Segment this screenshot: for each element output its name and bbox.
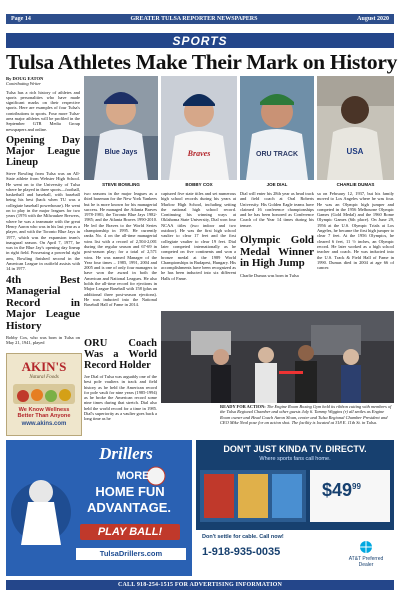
advertising-footer: CALL 918-254-1515 FOR ADVERTISING INFORMATION xyxy=(6,580,394,590)
att-globe-icon xyxy=(359,540,373,554)
ad-drillers[interactable] xyxy=(6,440,192,576)
caption-cox: BOBBY COX xyxy=(185,182,213,187)
dial-oru-text: Dial will enter his 28th year as head track and field coach at Oral Roberts University. His Golden Eagle teams have claimed 16 conference championships and he has been honored as Conference Coach of the Year 14 times during his tenure. xyxy=(240,191,314,228)
ready-text: The Engine Room Boxing Gym held its ribbon cutting with members of the Tulsa Regional Chamber and other guests July 6. Tammy Wiggins (r) all smiles as Engine Room owner and Head Coach Aaron Sloan, center and Tulsa Regional Chamber President and CEO Mike Neal pose for an action shot. The facility is located at 318 E. 11th St. in Tulsa. xyxy=(220,404,392,425)
column-5 xyxy=(317,191,394,309)
byline-role: Contributing Writer xyxy=(6,81,42,87)
photo-bobby-cox xyxy=(161,76,237,180)
cox-text: two seasons in the major leagues as a third baseman for the New York Yankees but he is more known for his managerial success. He managed the Atlanta Braves 1978-1981; the Toronto Blue Jays 1982-1985; and the Atlanta Braves 1990-2010. He led the Braves to the World Series championship in 1995. He currently ranks No. 4 on the all-time managerial wins list with a record of 2,504-2,001 during the regular season and 67-69 in post-season play; for a total of 2,571 wins. He was named Manager of the Year four times – 1985, 1991, 2004 and 2005 and is one of only four managers to have won the award in both the American and National Leagues. He also holds the all-time record for ejections in Major League Baseball with 158 (plus an additional three post-season ejections). He was inducted into the National Baseball Hall of Fame in 2014. xyxy=(84,191,157,308)
dial-text: Joe Dial of Tulsa was arguably one of the best pole vaulters in track and field history as he held the American record for pole vault for nine years (1985-1994) as he broke the American record some nine times during that stretch. Dial also held the world record for a time in 1985. Dial's superiority as a vaulter goes back a long time as he xyxy=(84,374,157,422)
column-3 xyxy=(161,191,236,309)
att-dealer-badge xyxy=(346,540,386,568)
dumas-text: sa on February 12, 1937, but his family moved to Los Angeles where he was four. He was an Olympic high jumper and competed in the 1956 Melbourne Olympic Games (Gold Medal) and the 1960 Rome Olympic Games (6th place). On June 29, 1956 at the U.S. Olympic Trials at Los Angeles, he became the first high jumper to clear 7 feet. At the 1956 Olympics, he cleared 6 feet, 11 ½ inches, an Olympic record. He later worked as a high school teacher and coach. He was inducted into the U.S. Track & Field Hall of Fame in 1990. Dumas died in 2004 at age 66 of cancer. xyxy=(317,191,394,271)
page-header xyxy=(6,14,394,24)
svg-text:Braves: Braves xyxy=(187,149,211,158)
caption-dial: JOE DIAL xyxy=(266,182,288,187)
subhead-opening-day: Opening Day Major League Lineup xyxy=(6,134,80,168)
directv-phone[interactable]: 1-918-935-0035 xyxy=(202,546,281,558)
dial-photo-icon xyxy=(240,76,314,180)
cox-intro-text: Bobby Cox, who was born in Tulsa on May 21, 1941, played xyxy=(6,335,80,346)
price-cents: 99 xyxy=(352,482,361,491)
byline: By DOUG EATON xyxy=(6,76,44,81)
ad-directv[interactable] xyxy=(196,440,394,576)
directv-headline: DON'T JUST KINDA TV. DIRECTV. xyxy=(223,444,367,454)
akins-line2: Better Than Anyone xyxy=(17,413,71,419)
photo-steve-bowling xyxy=(84,76,158,180)
bowling-photo-icon xyxy=(84,76,158,180)
paper-name: GREATER TULSA REPORTER NEWSPAPERS xyxy=(130,16,258,22)
cox-photo-icon xyxy=(161,76,237,180)
drillers-line1: MORE xyxy=(116,470,150,482)
headline: Tulsa Athletes Make Their Mark on History xyxy=(6,50,398,74)
akins-produce-image xyxy=(13,384,75,404)
svg-text:Blue Jays: Blue Jays xyxy=(104,149,138,156)
akins-brand: AKIN'S xyxy=(21,359,67,374)
att-dealer-label: AT&T Preferred Dealer xyxy=(348,556,384,568)
directv-price xyxy=(322,480,361,501)
akins-line1: We Know Wellness xyxy=(18,407,70,413)
directv-sub: Where sports fans call home. xyxy=(259,456,331,462)
photo-joe-dial xyxy=(240,76,314,180)
boxing-gym-photo-icon xyxy=(161,311,394,403)
drillers-line3: ADVANTAGE. xyxy=(86,500,172,515)
svg-text:ORU TRACK: ORU TRACK xyxy=(256,151,298,158)
dumas-photo-icon xyxy=(317,76,394,180)
caption-bowling: STEVE BOWLING xyxy=(102,182,140,187)
price-dollars: $49 xyxy=(322,480,353,500)
akins-tag: Natural Foods xyxy=(29,375,59,380)
caption-dumas: CHARLIE DUMAS xyxy=(336,182,375,187)
section-banner xyxy=(6,33,394,48)
issue-date: August 2020 xyxy=(357,16,389,22)
subhead-managerial: 4th Best Managerial Record in Major League History xyxy=(6,273,80,332)
subhead-olympic: Olympic Gold Medal Winner in High Jump xyxy=(240,234,314,270)
column-1 xyxy=(6,76,80,346)
drillers-line2: HOME FUN xyxy=(95,484,165,499)
bowling-text: Steve Bowling from Tulsa was an All-State athlete from Webster High School. He went on to the University of Tulsa where he played in three sports—football, basketball and baseball, with baseball being his best (back when TU was a collegiate baseball powerhouse). He went on to play in the major leagues for two years (1976 with the Milwaukee Brewers, where he was a teammate with the great Henry Aaron who was in his last year as a player, and with the Toronto Blue Jays in 1977, which was the expansion team's inaugural season. On April 7, 1977, he was in the Blue Jay's opening day lineup in right field. Possessing a powerful right arm, Bowling finished second in the American League in outfield assists with 14 in 1977. xyxy=(6,170,80,272)
akins-url[interactable]: www.akins.com xyxy=(21,421,67,427)
dial-continued-text: captured five state titles and set numerous high school records during his years at Marlow High School, including setting the national high school record. Continuing his winning ways at Oklahoma State University, Dial won four NCAA titles (two indoor and two outdoor). He was the first high school vaulter to clear 17 feet and the first collegiate vaulter to clear 19 feet. Dial later competed internationally as he competed on five continents and won a bronze medal at the 1989 World Championships in Budapest, Hungary. His accomplishments have been recognized as he has been inducted into six different Halls of Fame. xyxy=(161,191,236,281)
directv-footer xyxy=(196,530,394,576)
photo-charlie-dumas xyxy=(317,76,394,180)
intro-text: Tulsa has a rich history of athletes and sports personalities who have made significant marks on their respective sports. Here are examples of four Tulsa's contributions to sports. Four more Tulsa-area major athletes will be profiled in the September GTR Media Group newspapers and online. xyxy=(6,89,80,132)
subhead-oru-coach: ORU Coach Was a World Record Holder xyxy=(84,338,157,371)
directv-collage-icon xyxy=(196,466,394,526)
photo-caption-ready xyxy=(220,404,394,425)
directv-cta: Don't settle for cable. Call now! xyxy=(202,534,284,540)
photo-boxing-gym xyxy=(161,311,394,403)
dumas-intro-text: Charlie Dumas was born in Tulsa xyxy=(240,272,299,278)
column-4 xyxy=(240,191,314,309)
column-2 xyxy=(84,191,157,351)
produce-icon xyxy=(13,384,75,404)
play-ball-button[interactable]: PLAY BALL! xyxy=(80,524,180,540)
section-label: SPORTS xyxy=(172,33,228,48)
svg-text:USA: USA xyxy=(346,147,364,156)
drillers-url[interactable]: TulsaDrillers.com xyxy=(76,548,186,560)
drillers-brand: Drillers xyxy=(99,444,153,463)
page-number: Page 14 xyxy=(11,16,31,22)
ready-label: READY FOR ACTION: xyxy=(220,404,266,409)
ad-akins[interactable] xyxy=(6,353,82,436)
oru-section xyxy=(84,335,157,439)
